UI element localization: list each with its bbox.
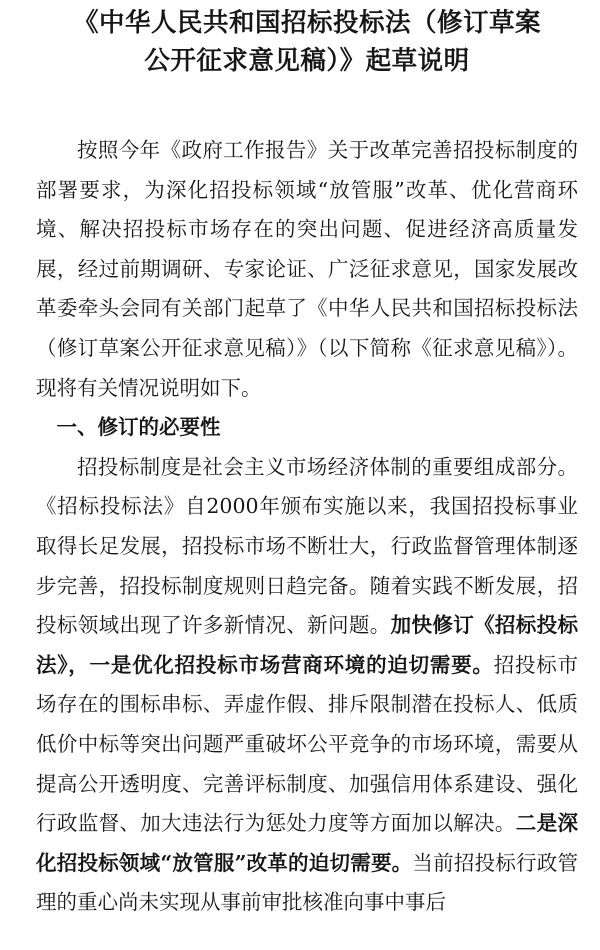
intro-paragraph: 按照今年《政府工作报告》关于改革完善招投标制度的部署要求，为深化招投标领域“放管服”改革、优化营商环境、解决招投标市场存在的突出问题、促进经济高质量发展，经过前期调研、专家论证、广泛征求意见，国家发展改革委牵头会同有关部门起草了《中华人民共和国招标投标法（修订草案公开征求意见稿）》（以下简称《征求意见稿》）。现将有关情况说明如下。 [36, 138, 578, 400]
title-line-1: 《中华人民共和国招标投标法（修订草案 [72, 8, 541, 38]
paragraph-text: 当前招投标行政管理的重心尚未实现从事前审批核准向事中事后 [36, 850, 578, 915]
paragraph-text: 招投标制度是社会主义市场经济体制的重要组成部分。《招标投标法》自2000年颁布实施以来，我国招投标事业取得长足发展，招投标市场不断壮大，行政监督管理体制逐步完善，招投标制度规则日趋完备。随着实践不断发展，招投标领域出现了许多新情况、新问题。 [36, 454, 578, 638]
title-line-2: 公开征求意见稿）》起草说明 [144, 46, 470, 76]
section-heading: 一、修订的必要性 [56, 415, 221, 440]
paragraph-text: 招投标市场存在的围标串标、弄虚作假、排斥限制潜在投标人、低质低价中标等突出问题严重破坏公平竞争的市场环境，需要从提高公开透明度、完善评标制度、加强信用体系建设、强化行政监督、加大违法行为惩处力度等方面加以解决。 [36, 652, 579, 836]
bold-point-two: 二是深化招投标领域“放管服”改革的迫切需要。 [36, 811, 579, 875]
section-paragraph [36, 448, 578, 923]
bold-point-one: 加快修订《招标投标法》，一是优化招投标市场营商环境的迫切需要。 [36, 613, 579, 677]
document-title [36, 0, 578, 78]
document-body [36, 131, 578, 923]
